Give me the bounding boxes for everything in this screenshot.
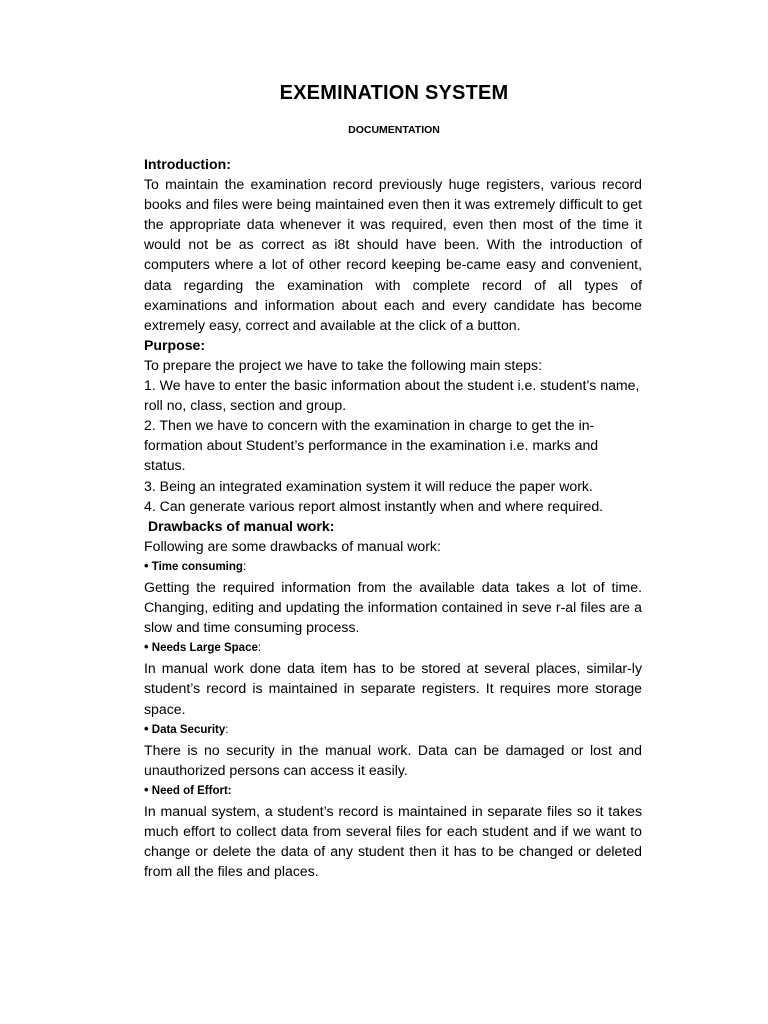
bullet-icon: •	[144, 720, 149, 736]
bullet-icon: •	[144, 781, 149, 797]
drawback-paragraph: In manual work done data item has to be stored at several places, similar-ly student’s record is maintained in separate registers. It requires more storage space.	[144, 660, 642, 717]
drawback-label	[144, 556, 642, 577]
intro-heading: Introduction:	[144, 156, 231, 172]
drawbacks-heading: Drawbacks of manual work:	[148, 517, 335, 534]
drawback-paragraph: There is no security in the manual work. Data can be damaged or lost and unauthorized persons can access it easily.	[144, 741, 642, 778]
drawback-label-text: Needs Large Space	[151, 642, 258, 655]
purpose-step: 1. We have to enter the basic information about the student i.e. student’s name, roll no, class, section and group.	[144, 377, 640, 414]
drawback-paragraph: Getting the required information from the available data takes a lot of time. Changing, editing and updating the information contained in seve r-al files are a slow and time consuming process.	[144, 578, 642, 636]
drawback-label-text: Need of Effort:	[151, 784, 232, 797]
page-subtitle: DOCUMENTATION	[348, 124, 440, 136]
purpose-lead: To prepare the project we have to take the following main steps:	[144, 356, 542, 373]
purpose-heading: Purpose:	[144, 336, 206, 353]
drawback-colon: :	[242, 560, 247, 573]
drawback-label-text: Data Security	[151, 723, 226, 736]
drawbacks-lead: Following are some drawbacks of manual work:	[144, 537, 441, 554]
drawback-colon: :	[225, 723, 229, 736]
drawback-label	[144, 780, 642, 801]
intro-paragraph: To maintain the examination record previously huge registers, various record books and files were being maintained even then it was extremely difficult to get the appropriate data whenever it was required, even then most of the time it would not be as correct as i8t should have been. With the introduction of computers where a lot of other record keeping be-came easy and convenient, data regarding the examination with complete record of all types of examinations and information about each and every candidate has become extremely easy, correct and available at the click of a button.	[144, 176, 642, 333]
drawback-colon: :	[257, 642, 262, 655]
drawback-label-text: Time consuming	[151, 560, 243, 573]
purpose-step: 4. Can generate various report almost instantly when and where required.	[144, 497, 604, 514]
purpose-step: 2. Then we have to concern with the examination in charge to get the in-formation about Student’s performance in the examination i.e. marks and status.	[144, 417, 599, 474]
drawback-paragraph: In manual system, a student’s record is maintained in separate files so it takes much effort to collect data from several files for each student and if we want to change or delete the data of any student then it has to be changed or deleted from all the files and places.	[144, 803, 642, 880]
document-body	[144, 154, 642, 881]
purpose-step: 3. Being an integrated examination system it will reduce the paper work.	[144, 477, 593, 494]
drawback-label	[144, 637, 642, 658]
drawback-label	[144, 719, 642, 740]
bullet-icon: •	[144, 639, 149, 655]
bullet-icon: •	[144, 557, 149, 573]
page-title: EXEMINATION SYSTEM	[279, 82, 509, 104]
